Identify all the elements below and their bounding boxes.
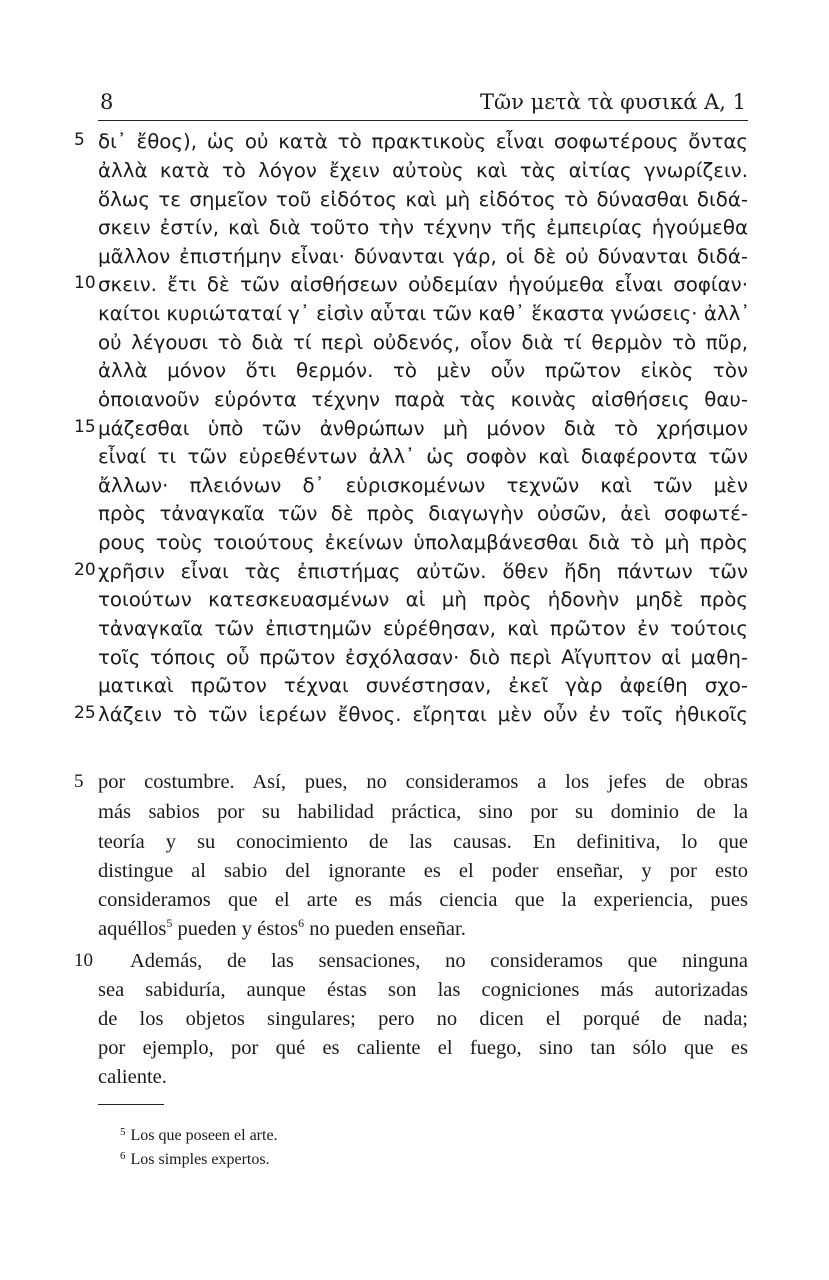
greek-line: ἀλλὰ μόνον ὅτι θερμόν. τὸ μὲν οὖν πρῶτον εἰκὸς τὸν [98,359,748,382]
footnote [120,1126,278,1145]
footnote [120,1150,270,1169]
greek-line: σκειν ἐστίν, καὶ διὰ τοῦτο τὴν τέχνην τῆς ἐμπειρίας ἡγούμεθα [98,216,748,239]
greek-line: 10 σκειν. ἔτι δὲ τῶν αἰσθήσεων οὐδεμίαν ἡγούμεθα εἶναι σοφίαν· [74,273,748,296]
line-number: 15 [74,417,96,437]
running-title: Τῶν μετὰ τὰ φυσικά Α, 1 [480,90,746,114]
spanish-line: por ejemplo, por qué es caliente el fuego, sino tan sólo que es [98,1037,748,1059]
greek-line: μᾶλλον ἐπιστήμην εἶναι· δύνανται γάρ, οἱ δὲ οὐ δύνανται διδά- [98,245,748,268]
greek-line: πρὸς τἀναγκαῖα τῶν δὲ πρὸς διαγωγὴν οὐσῶν, ἀεὶ σοφωτέ- [98,502,748,525]
spanish-line: 10 Además, de las sensaciones, no consideramos que ninguna [74,950,748,972]
greek-line: 15 μάζεσθαι ὑπὸ τῶν ἀνθρώπων μὴ μόνον διὰ τὸ χρήσιμον [74,417,748,440]
line-number: 25 [74,703,96,723]
greek-line: 20 χρῆσιν εἶναι τὰς ἐπιστήμας αὐτῶν. ὅθεν ἤδη πάντων τῶν [74,560,748,583]
spanish-line: de los objetos singulares; pero no dicen el porqué de nada; [98,1008,748,1030]
footnote-divider [98,1104,164,1105]
line-number: 10 [74,950,93,971]
footnote-ref: 5 [166,916,173,930]
greek-line: καίτοι κυριώταταί γ᾽ εἰσὶν αὗται τῶν καθ᾽ ἕκαστα γνώσεις· ἀλλ᾽ [98,302,751,325]
line-number: 5 [74,771,84,792]
greek-line: ὁποιανοῦν εὑρόντα τέχνην παρὰ τὰς κοινὰς αἰσθήσεις θαυ- [98,388,748,411]
spanish-line: 5 por costumbre. Así, pues, no consideramos a los jefes de obras [74,771,748,793]
greek-line: ἀλλὰ κατὰ τὸ λόγον ἔχειν αὐτοὺς καὶ τὰς αἰτίας γνωρίζειν. [98,159,748,182]
greek-line: ματικαὶ πρῶτον τέχναι συνέστησαν, ἐκεῖ γὰρ ἀφείθη σχο- [98,674,748,697]
greek-line: ρους τοὺς τοιούτους ἐκείνων ὑπολαμβάνεσθαι διὰ τὸ μὴ πρὸς [98,531,748,554]
greek-line: τἀναγκαῖα τῶν ἐπιστημῶν εὑρέθησαν, καὶ πρῶτον ἐν τούτοις [98,617,748,640]
footnote-mark: 6 [120,1150,126,1162]
greek-line: εἶναί τι τῶν εὑρεθέντων ἀλλ᾽ ὡς σοφὸν καὶ διαφέροντα τῶν [98,445,748,468]
page-number: 8 [100,90,114,114]
spanish-line: distingue al sabio del ignorante es el poder enseñar, y por esto [98,860,748,882]
spanish-line: aquéllos$^5$ pueden y éstos$^6$ no pueden enseñar. [98,916,466,940]
line-number: 20 [74,560,96,580]
footnote-text: Los que poseen el arte. [130,1127,278,1144]
footnote-text: Los simples expertos. [130,1151,270,1168]
spanish-line: sea sabiduría, aunque éstas son las cogniciones más autorizadas [98,979,748,1001]
greek-line: οὐ λέγουσι τὸ διὰ τί περὶ οὐδενός, οἷον διὰ τί θερμὸν τὸ πῦρ, [98,331,748,354]
footnote-mark: 5 [120,1126,126,1138]
spanish-line: consideramos que el arte es más ciencia que la experiencia, pues [98,889,748,911]
spanish-line: teoría y su conocimiento de las causas. En definitiva, lo que [98,831,748,853]
greek-line: 5 δι᾽ ἔθος), ὡς οὐ κατὰ τὸ πρακτικοὺς εἶναι σοφωτέρους ὄντας [74,130,748,153]
greek-line: τοῖς τόποις οὗ πρῶτον ἐσχόλασαν· διὸ περὶ Αἴγυπτον αἱ μαθη- [98,646,748,669]
greek-line: 25 λάζειν τὸ τῶν ἱερέων ἔθνος. εἴρηται μὲν οὖν ἐν τοῖς ἠθικοῖς [74,703,748,726]
footnote-ref: 6 [298,916,305,930]
spanish-line: caliente. [98,1066,167,1088]
running-header [98,88,748,121]
line-number: 10 [74,273,96,293]
greek-line: τοιούτων κατεσκευασμένων αἱ μὴ πρὸς ἡδονὴν μηδὲ πρὸς [98,588,748,611]
spanish-line: más sabios por su habilidad práctica, sino por su dominio de la [98,801,748,823]
greek-line: ἄλλων· πλειόνων δ᾽ εὑρισκομένων τεχνῶν καὶ τῶν μὲν [98,474,748,497]
greek-line: ὅλως τε σημεῖον τοῦ εἰδότος καὶ μὴ εἰδότος τὸ δύνασθαι διδά- [98,188,748,211]
line-number: 5 [74,130,85,150]
